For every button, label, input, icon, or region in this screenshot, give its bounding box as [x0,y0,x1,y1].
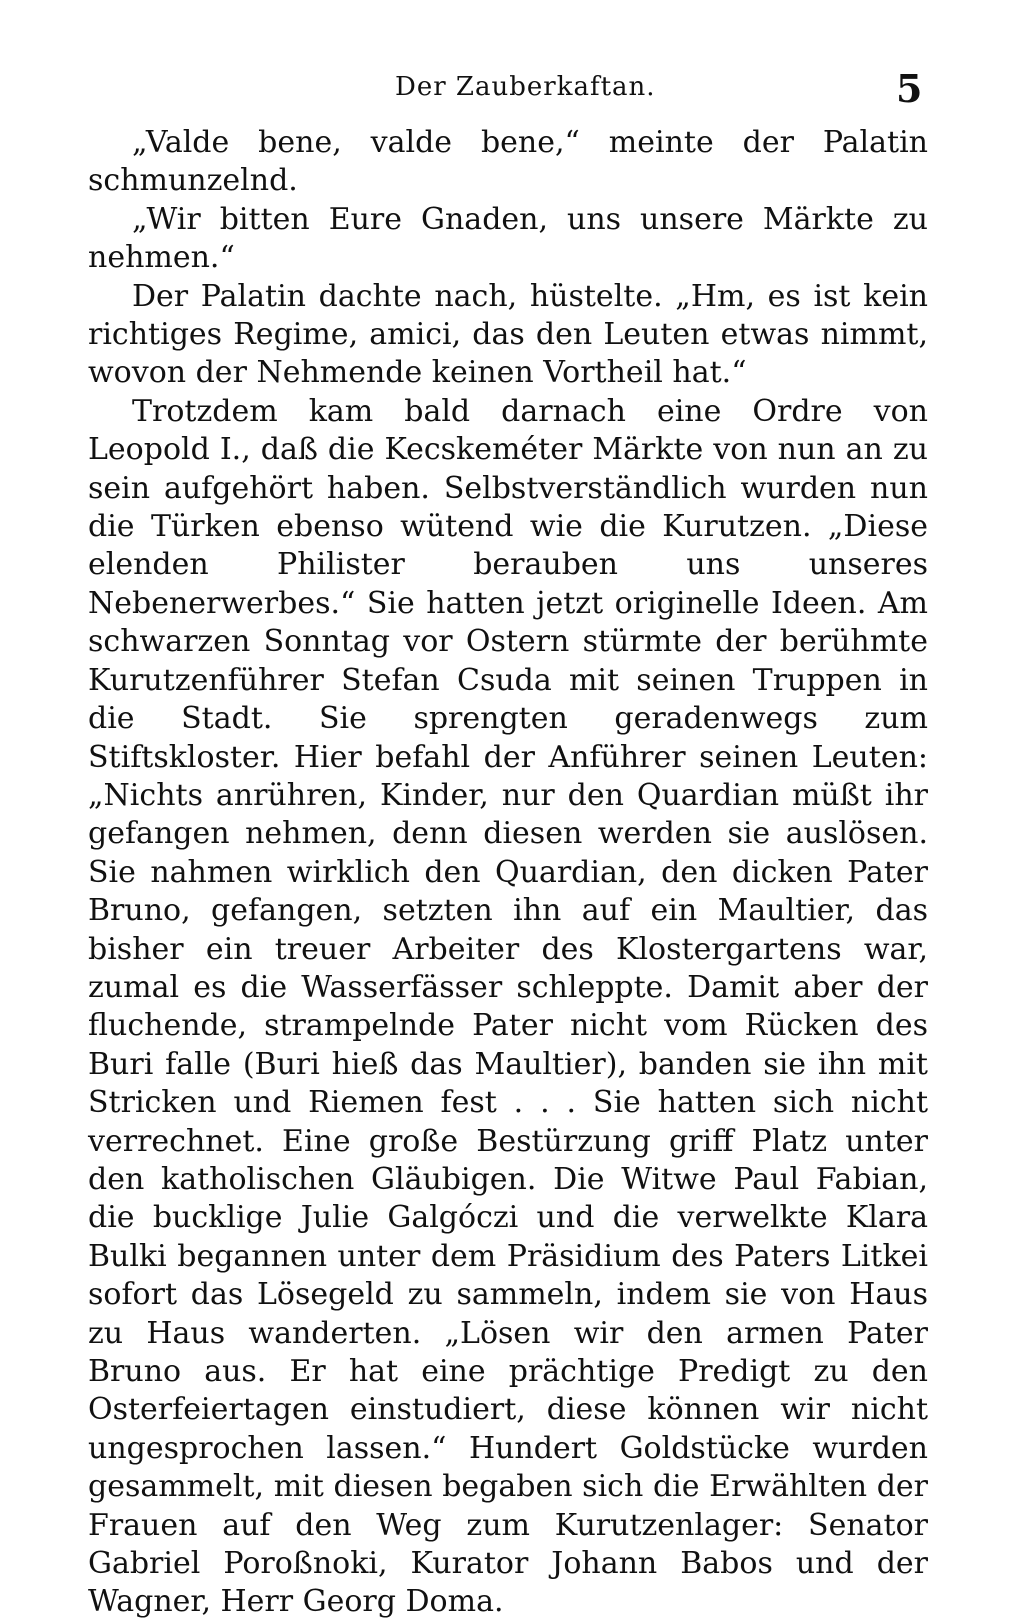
paragraph: Trotzdem kam bald darnach eine Ordre von Leopold I., daß die Kecskeméter Märkte von nun an zu sein aufgehört haben. Selbstverständlich wurden nun die Türken ebenso wütend wie die Kurutzen. „Diese elenden Philister berauben uns unseres Nebenerwerbes.“ Sie hatten jetzt originelle Ideen. Am schwarzen Sonntag vor Ostern stürmte der berühmte Kurutzenführer Stefan Csuda mit seinen Truppen in die Stadt. Sie sprengten geradenwegs zum Stiftskloster. Hier befahl der Anführer seinen Leuten: „Nichts anrühren, Kinder, nur den Quardian müßt ihr gefangen nehmen, denn diesen werden sie auslösen. Sie nahmen wirklich den Quardian, den dicken Pater Bruno, gefangen, setzten ihn auf ein Maultier, das bisher ein treuer Arbeiter des Klostergartens war, zumal es die Wasserfässer schleppte. Damit aber der fluchende, strampelnde Pater nicht vom Rücken des Buri falle (Buri hieß das Maultier), banden sie ihn mit Stricken und Riemen fest . . . Sie hatten sich nicht verrechnet. Eine große Bestürzung griff Platz unter den katholischen Gläubigen. Die Witwe Paul Fabian, die bucklige Julie Galgóczi und die verwelkte Klara Bulki begannen unter dem Präsidium des Paters Litkei sofort das Lösegeld zu sammeln, indem sie von Haus zu Haus wanderten. „Lösen wir den armen Pater Bruno aus. Er hat eine prächtige Predigt zu den Osterfeiertagen einstudiert, diese können wir nicht ungesprochen lassen.“ Hundert Goldstücke wurden gesammelt, mit diesen begaben sich die Erwählten der Frauen auf den Weg zum Kurutzenlager: Senator Gabriel Poroßnoki, Kurator Johann Babos und der Wagner, Herr Georg Doma. [88,393,928,1620]
page-number: 5 [896,66,923,111]
text-body [88,124,928,1622]
paragraph: Der Palatin dachte nach, hüstelte. „Hm, es ist kein richtiges Regime, amici, das den Leuten etwas nimmt, wovon der Nehmende keinen Vortheil hat.“ [88,278,928,391]
paragraph: „Valde bene, valde bene,“ meinte der Palatin schmunzelnd. [88,125,928,199]
running-title: Der Zauberkaftan. [395,72,656,102]
paragraph: „Wir bitten Eure Gnaden, uns unsere Märkte zu nehmen.“ [88,201,928,276]
running-head [0,66,1026,111]
